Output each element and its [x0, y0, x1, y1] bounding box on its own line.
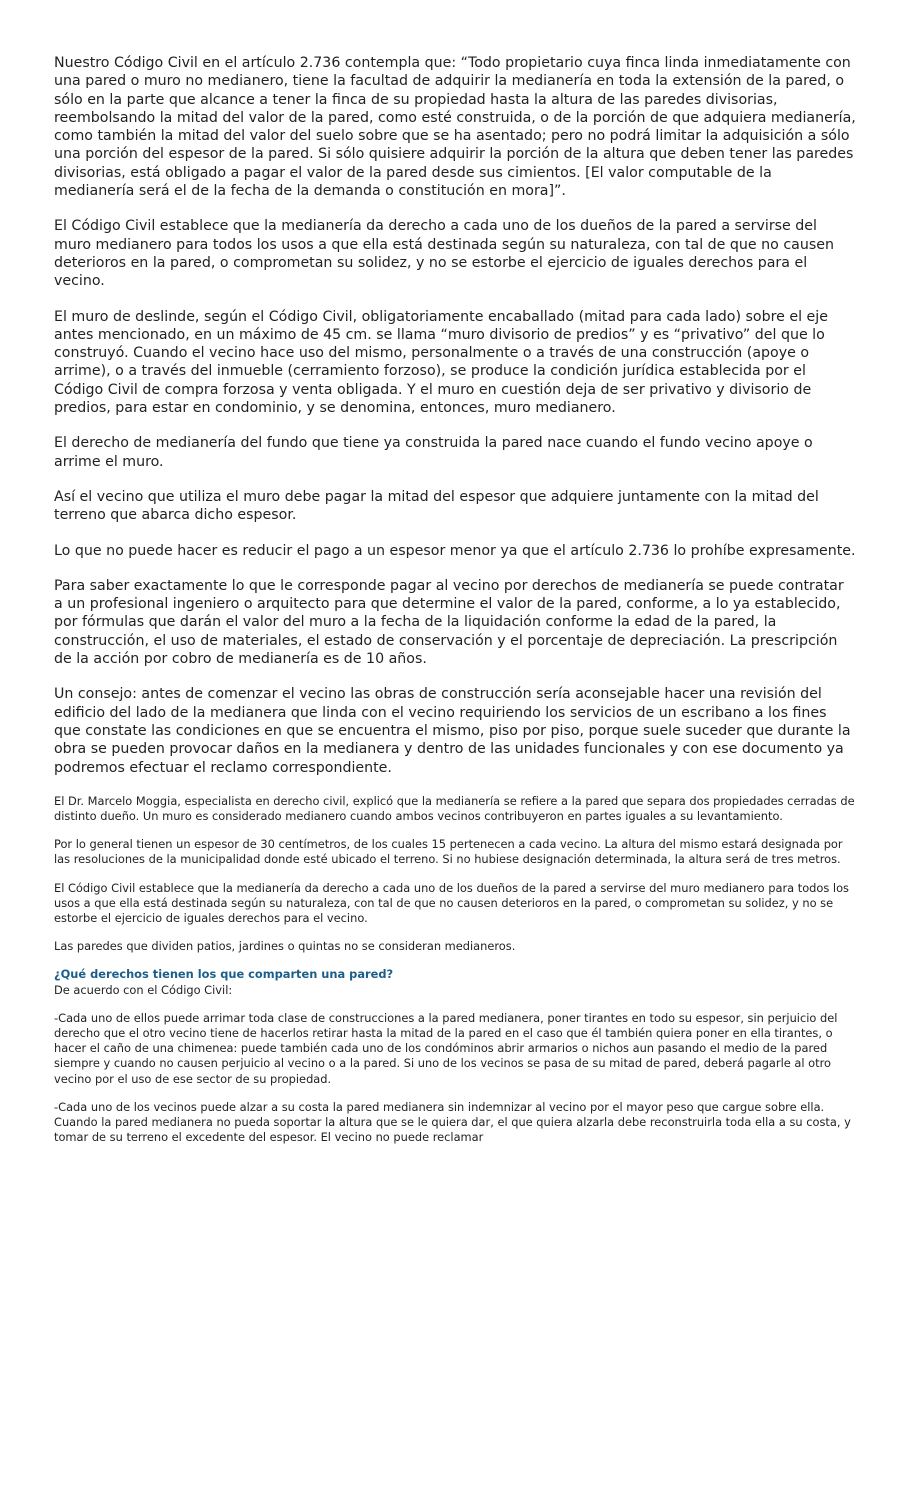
article-body [54, 54, 856, 1158]
paragraph-moggia: El Dr. Marcelo Moggia, especialista en derecho civil, explicó que la medianería se refiere a la pared que separa dos propiedades cerradas de distinto dueño. Un muro es considerado medianero cuando ambos vecinos contribuyeron en partes iguales a su levantamiento. [54, 793, 855, 823]
section-derechos [54, 967, 856, 1145]
paragraph-article-2736-quote: Nuestro Código Civil en el artículo 2.736 contempla que: “Todo propietario cuya finca linda inmediatamente con una pared o muro no medianero, tiene la facultad de adquirir la medianería en toda la extensión de la pared, o sólo en la parte que alcance a tener la finca de su propiedad hasta la altura de las paredes divisorias, reembolsando la mitad del valor de la pared, como esté construida, o de la porción de que adquiera medianería, como también la mitad del valor del suelo sobre que se ha asentado; pero no podrá limitar la adquisición a sólo una porción del espesor de la pared. Si sólo quisiere adquirir la porción de la altura que deben tener las paredes divisorias, está obligado a pagar el valor de la pared desde sus cimientos. [El valor computable de la medianería será el de la fecha de la demanda o constitución en mora]”. [54, 55, 856, 200]
paragraph-codigo-civil-derecho: El Código Civil establece que la medianería da derecho a cada uno de los dueños de la pared a servirse del muro medianero para todos los usos a que ella está destinada según su naturaleza, con tal de que no causen deterioros en la pared, o comprometan su solidez, y no se estorbe el ejercicio de iguales derechos para el vecino. [54, 880, 849, 926]
paragraph-alzar: -Cada uno de los vecinos puede alzar a su costa la pared medianera sin indemnizar al vecino por el mayor peso que cargue sobre ella. Cuando la pared medianera no pueda soportar la altura que se le quiera dar, el que quiera alzarla debe reconstruirla toda ella a su costa, y tomar de su terreno el excedente del espesor. El vecino no puede reclamar [54, 1099, 851, 1145]
paragraph-muro-deslinde: El muro de deslinde, según el Código Civil, obligatoriamente encaballado (mitad para cada lado) sobre el eje antes mencionado, en un máximo de 45 cm. se llama “muro divisorio de predios” y es “privativo” del que lo construyó. Cuando el vecino hace uso del mismo, personalmente o a través de una construcción (apoye o arrime), o a través del inmueble (cerramiento forzoso), se produce la condición jurídica establecida por el Código Civil de compra forzosa y venta obligada. Y el muro en cuestión deja de ser privativo y divisorio de predios, para estar en condominio, y se denomina, entonces, muro medianero. [54, 308, 828, 417]
paragraph-pago-mitad: Así el vecino que utiliza el muro debe pagar la mitad del espesor que adquiere juntamente con la mitad del terreno que abarca dicho espesor. [54, 488, 819, 524]
paragraph-consejo: Un consejo: antes de comenzar el vecino las obras de construcción sería aconsejable hacer una revisión del edificio del lado de la medianera que linda con el vecino requiriendo los servicios de un escribano a los fines que constate las condiciones en que se encuentra el mismo, piso por piso, porque suele suceder que durante la obra se pueden provocar daños en la medianera y dentro de las unidades funcionales y con ese documento ya podremos efectuar el reclamo correspondiente. [54, 686, 851, 776]
paragraph-valor-pared: Para saber exactamente lo que le corresponde pagar al vecino por derechos de medianería se puede contratar a un profesional ingeniero o arquitecto para que determine el valor de la pared, conforme, a lo ya establecido, por fórmulas que darán el valor del muro a la fecha de la liquidación conforme la edad de la pared, la construcción, el uso de materiales, el estado de conservación y el porcentaje de depreciación. La prescripción de la acción por cobro de medianería es de 10 años. [54, 577, 844, 668]
section-intro: De acuerdo con el Código Civil: [54, 982, 233, 997]
paragraph-arrimar: -Cada uno de ellos puede arrimar toda clase de construcciones a la pared medianera, poner tirantes en todo su espesor, sin perjuicio del derecho que el otro vecino tiene de hacerlos retirar hasta la mitad de la pared en el caso que él también quiera poner en ella tirantes, o hacer el caño de una chimenea: puede también cada uno de los condóminos abrir armarios o nichos aun pasando el medio de la pared siempre y cuando no causen perjuicio al vecino o a la pared. Si uno de los vecinos se pasa de su mitad de pared, deberá pagarle al otro vecino por el uso de ese sector de su propiedad. [54, 1010, 838, 1086]
paragraph-no-reducir: Lo que no puede hacer es reducir el pago a un espesor menor ya que el artículo 2.736 lo prohíbe expresamente. [54, 542, 856, 559]
paragraph-patios: Las paredes que dividen patios, jardines o quintas no se consideran medianeros. [54, 939, 516, 954]
paragraph-espesor: Por lo general tienen un espesor de 30 centímetros, de los cuales 15 pertenecen a cada vecino. La altura del mismo estará designada por las resoluciones de la municipalidad donde esté ubicado el terreno. Si no hubiese designación determinada, la altura será de tres metros. [54, 837, 843, 867]
paragraph-medianeria-uses: El Código Civil establece que la medianería da derecho a cada uno de los dueños de la pared a servirse del muro medianero para todos los usos a que ella está destinada según su naturaleza, con tal de que no causen deterioros en la pared, o comprometan su solidez, y no se estorbe el ejercicio de iguales derechos para el vecino. [54, 218, 834, 290]
paragraph-derecho-nace: El derecho de medianería del fundo que tiene ya construida la pared nace cuando el fundo vecino apoye o arrime el muro. [54, 435, 813, 470]
section-heading: ¿Qué derechos tienen los que comparten una pared? [54, 967, 394, 982]
